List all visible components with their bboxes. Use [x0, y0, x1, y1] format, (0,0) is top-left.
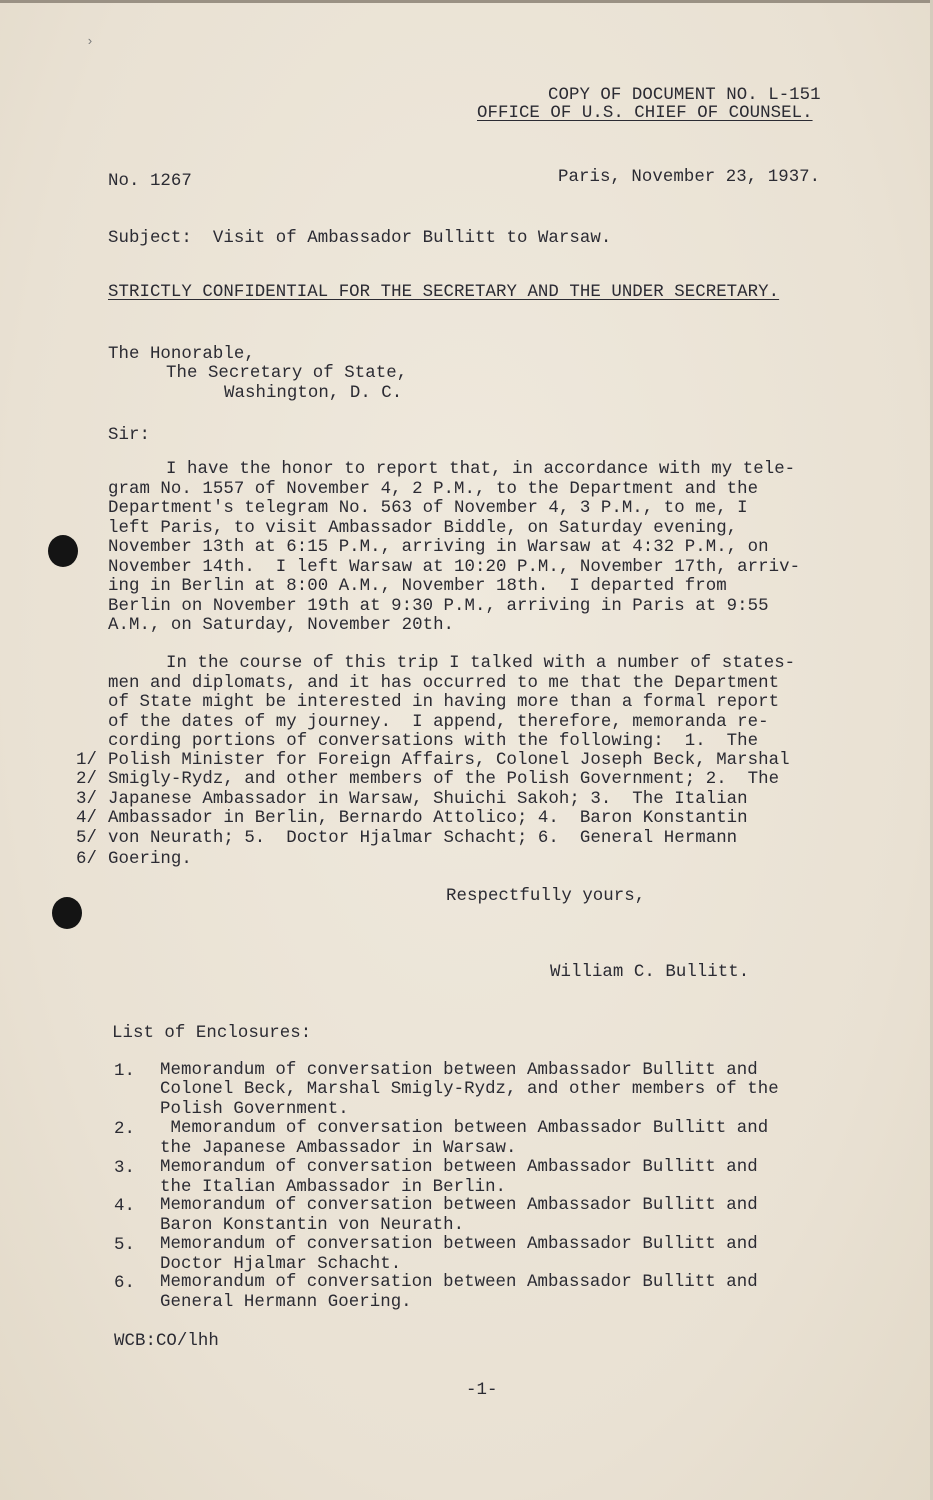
enclosure-line: the Italian Ambassador in Berlin. [160, 1178, 507, 1197]
text-line: left Paris, to visit Ambassador Biddle, on Saturday evening, [108, 519, 738, 538]
address-line: The Honorable, [108, 345, 255, 364]
address-line: Washington, D. C. [224, 384, 403, 403]
text-line: of the dates of my journey. I append, therefore, memoranda re- [108, 713, 769, 732]
enclosure-number: 5. [114, 1236, 135, 1255]
enclosure-line: Doctor Hjalmar Schacht. [160, 1255, 402, 1274]
dispatch-number: No. 1267 [108, 172, 192, 191]
enclosure-line: the Japanese Ambassador in Warsaw. [160, 1139, 517, 1158]
margin-note: 5/ [76, 829, 97, 848]
top-edge [0, 0, 933, 3]
header-office-line: OFFICE OF U.S. CHIEF OF COUNSEL. [477, 104, 813, 123]
text-line: In the course of this trip I talked with a number of states- [166, 654, 796, 673]
text-line: I have the honor to report that, in accordance with my tele- [166, 460, 796, 479]
page-number: -1- [466, 1381, 498, 1400]
enclosure-number: 4. [114, 1197, 135, 1216]
address-line: The Secretary of State, [166, 364, 408, 383]
enclosure-line: Memorandum of conversation between Ambassador Bullitt and [160, 1273, 758, 1292]
enclosure-number: 1. [114, 1062, 135, 1081]
typist-initials: WCB:CO/lhh [114, 1332, 219, 1351]
margin-note: 6/ [76, 850, 97, 869]
enclosure-line: Colonel Beck, Marshal Smigly-Rydz, and other members of the [160, 1080, 779, 1099]
enclosure-line: Polish Government. [160, 1100, 349, 1119]
text-line: Goering. [108, 850, 192, 869]
enclosure-line: Memorandum of conversation between Ambassador Bullitt and [160, 1235, 758, 1254]
enclosure-line: Memorandum of conversation between Ambassador Bullitt and [160, 1119, 769, 1138]
subject-line: Subject: Visit of Ambassador Bullitt to Warsaw. [108, 229, 612, 248]
text-line: A.M., on Saturday, November 20th. [108, 616, 455, 635]
text-line: gram No. 1557 of November 4, 2 P.M., to the Department and the [108, 480, 759, 499]
enclosure-line: Memorandum of conversation between Ambassador Bullitt and [160, 1158, 758, 1177]
text-line: Ambassador in Berlin, Bernardo Attolico; 4. Baron Konstantin [108, 809, 748, 828]
confidential-banner: STRICTLY CONFIDENTIAL FOR THE SECRETARY AND THE UNDER SECRETARY. [108, 283, 780, 302]
enclosure-number: 3. [114, 1159, 135, 1178]
enclosures-title: List of Enclosures: [112, 1024, 312, 1043]
text-line: Polish Minister for Foreign Affairs, Colonel Joseph Beck, Marshal [108, 751, 790, 770]
margin-note: 2/ [76, 770, 97, 789]
text-line: Berlin on November 19th at 9:30 P.M., arriving in Paris at 9:55 [108, 597, 769, 616]
enclosure-number: 6. [114, 1274, 135, 1293]
punch-hole [48, 535, 78, 567]
margin-note: 3/ [76, 790, 97, 809]
text-line: November 14th. I left Warsaw at 10:20 P.M., November 17th, arriv- [108, 558, 801, 577]
salutation: Sir: [108, 426, 150, 445]
text-line: Department's telegram No. 563 of November 4, 3 P.M., to me, I [108, 499, 748, 518]
margin-note: 1/ [76, 751, 97, 770]
text-line: von Neurath; 5. Doctor Hjalmar Schacht; 6. General Hermann [108, 829, 738, 848]
text-line: Japanese Ambassador in Warsaw, Shuichi Sakoh; 3. The Italian [108, 790, 748, 809]
enclosure-line: Baron Konstantin von Neurath. [160, 1216, 465, 1235]
closing: Respectfully yours, [446, 887, 646, 906]
signature: William C. Bullitt. [550, 963, 750, 982]
text-line: of State might be interested in having more than a formal report [108, 693, 780, 712]
enclosure-line: Memorandum of conversation between Ambassador Bullitt and [160, 1061, 758, 1080]
text-line: Smigly-Rydz, and other members of the Polish Government; 2. The [108, 770, 780, 789]
stray-mark: › [86, 34, 94, 49]
enclosure-line: General Hermann Goering. [160, 1293, 412, 1312]
margin-note: 4/ [76, 809, 97, 828]
text-line: men and diplomats, and it has occurred to me that the Department [108, 674, 780, 693]
punch-hole [52, 897, 82, 929]
text-line: November 13th at 6:15 P.M., arriving in Warsaw at 4:32 P.M., on [108, 538, 769, 557]
text-line: cording portions of conversations with the following: 1. The [108, 732, 759, 751]
enclosure-number: 2. [114, 1120, 135, 1139]
header-copy-line: COPY OF DOCUMENT NO. L-151 [548, 86, 821, 105]
dispatch-date: Paris, November 23, 1937. [558, 168, 821, 187]
enclosure-line: Memorandum of conversation between Ambassador Bullitt and [160, 1196, 758, 1215]
text-line: ing in Berlin at 8:00 A.M., November 18th. I departed from [108, 577, 727, 596]
